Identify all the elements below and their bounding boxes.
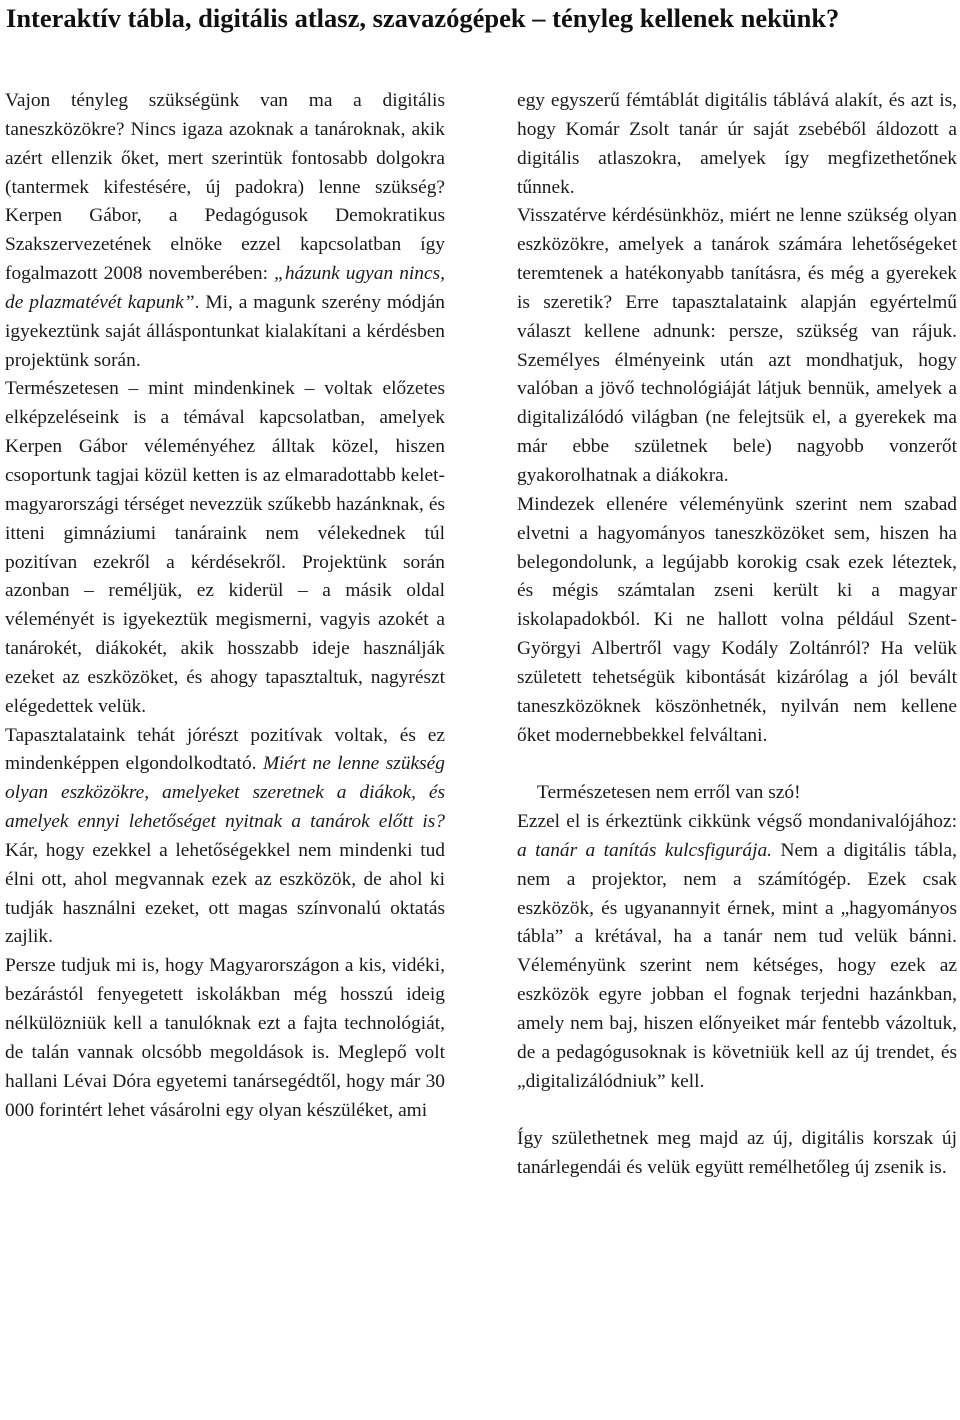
paragraph: Persze tudjuk mi is, hogy Magyarországon a kis, vidéki, bezárástól fenyegetett iskolákban még hosszú ideig nélkülözniük kell a tanulóknak ezt a fajta technológiát, de talán vannak olcsóbb megoldások is. Meglepő volt hallani Lévai Dóra egyetemi tanársegédtől, hogy már 30 000 forintért lehet vásárolni egy olyan készüléket, ami: [5, 955, 445, 1121]
text-run: Tapasztalataink tehát jórészt pozitívak voltak, és ez mindenképpen elgondolkodtató.: [5, 724, 445, 775]
paragraph: Természetesen – mint mindenkinek – voltak előzetes elképzeléseink is a témával kapcsolatban, amelyek Kerpen Gábor véleményéhez álltak közel, hiszen csoportunk tagjai közül ketten is az elmaradottabb kelet-magyarországi térséget nevezzük szűkebb hazánknak, és itteni gimnáziumi tanáraink nem vélekednek túl pozitívan ezekről a kérdésekről. Projektünk során azonban – reméljük, ez kiderül – a másik oldal véleményét is igyekeztük megismerni, vagyis azokét a tanárokét, diákokét, akik hosszabb ideje használják ezeket az eszközöket, és ahogy tapasztaltuk, nagyrészt elégedettek velük.: [5, 378, 445, 717]
paragraph: Természetesen nem erről van szó!: [537, 782, 801, 804]
left-column: [5, 87, 445, 1125]
paragraph: [5, 722, 445, 953]
text-run: Kár, hogy ezekkel a lehetőségekkel nem mindenki tud élni ott, ahol megvannak ezek az eszközök, de ahol ki tudják használni ezeket, ott magas színvonalú oktatás zajlik.: [5, 839, 445, 948]
key-message-italic: a tanár a tanítás kulcsfigurája.: [517, 839, 773, 861]
text-run: Nem a digitális tábla, nem a projektor, nem a számítógép. Ezek csak eszközök, és ugyanannyit érnek, mint a „hagyományos tábla” a krétával, ha a tanár nem tud velük bánni. Véleményünk szerint nem kétséges, hogy ezek az eszközök egyre jobban el fognak terjedni hazánkban, amely nem baj, hiszen előnyeiket már fentebb vázoltuk, de a pedagógusoknak is követniük kell az új trendet, és „digitalizálódniuk” kell.: [517, 839, 957, 1092]
paragraph: Visszatérve kérdésünkhöz, miért ne lenne szükség olyan eszközökre, amelyek a tanárok számára lehetőségeket teremtenek a hatékonyabb tanításra, és még a gyerekek is szeretik? Erre tapasztalataink alapján egyértelmű választ kellene adnunk: persze, szükség van rájuk. Személyes élményeink után azt mondhatjuk, hogy valóban a jövő technológiáját látjuk bennük, amelyek a digitalizálódó világban (ne felejtsük el, a gyerekek ma már ebbe születnek bele) nagyobb vonzerőt gyakorolhatnak a diákokra.: [517, 205, 957, 486]
paragraph: Így születhetnek meg majd az új, digitális korszak új tanárlegendái és velük együtt remélhetőleg új zsenik is.: [517, 1128, 957, 1179]
spacer: [517, 1097, 957, 1126]
paragraph: [517, 808, 957, 1096]
right-column: [517, 87, 957, 1183]
text-run: Vajon tényleg szükségünk van ma a digitális taneszközökre? Nincs igaza azoknak a tanároknak, akik azért ellenzik őket, mert szerintük fontosabb dolgokra (tantermek kifestésére, új padokra) lenne szükség? Kerpen Gábor, a Pedagógusok Demokratikus Szakszervezetének elnöke ezzel kapcsolatban így fogalmazott 2008 novemberében:: [5, 90, 445, 285]
paragraph: [5, 87, 445, 375]
text-run: Ezzel el is érkeztünk cikkünk végső mondanivalójához:: [517, 811, 957, 833]
spacer: [517, 750, 957, 779]
text-run: . Mi, a magunk szerény módján igyekeztünk saját álláspontunkat kialakítani a kérdésben projektünk során.: [5, 291, 445, 371]
question-italic: Miért ne lenne szükség olyan eszközökre, amelyeket szeretnek a diákok, és amelyek ennyi lehetőséget nyitnak a tanárok előtt is?: [5, 753, 445, 833]
page-title: Interaktív tábla, digitális atlasz, szavazógépek – tényleg kellenek nekünk?: [6, 3, 840, 33]
paragraph: egy egyszerű fémtáblát digitális táblává alakít, és azt is, hogy Komár Zsolt tanár úr saját zsebéből áldozott a digitális atlaszokra, amelyek így megfizethetőnek tűnnek.: [517, 90, 957, 198]
paragraph: Mindezek ellenére véleményünk szerint nem szabad elvetni a hagyományos taneszközöket sem, hiszen ha belegondolunk, a legújabb korokig csak ezek léteztek, és mégis számtalan zseni került ki a magyar iskolapadokból. Ki ne hallott volna például Szent-Györgyi Albertről vagy Kodály Zoltánról? Ha velük született tehetségük kibontását kizárólag a jól bevált taneszközöknek köszönhetnék, nyilván nem kellene őket modernebbekkel felváltani.: [517, 493, 957, 746]
quote-italic: „házunk ugyan nincs, de plazmatévét kapunk”: [5, 263, 445, 313]
